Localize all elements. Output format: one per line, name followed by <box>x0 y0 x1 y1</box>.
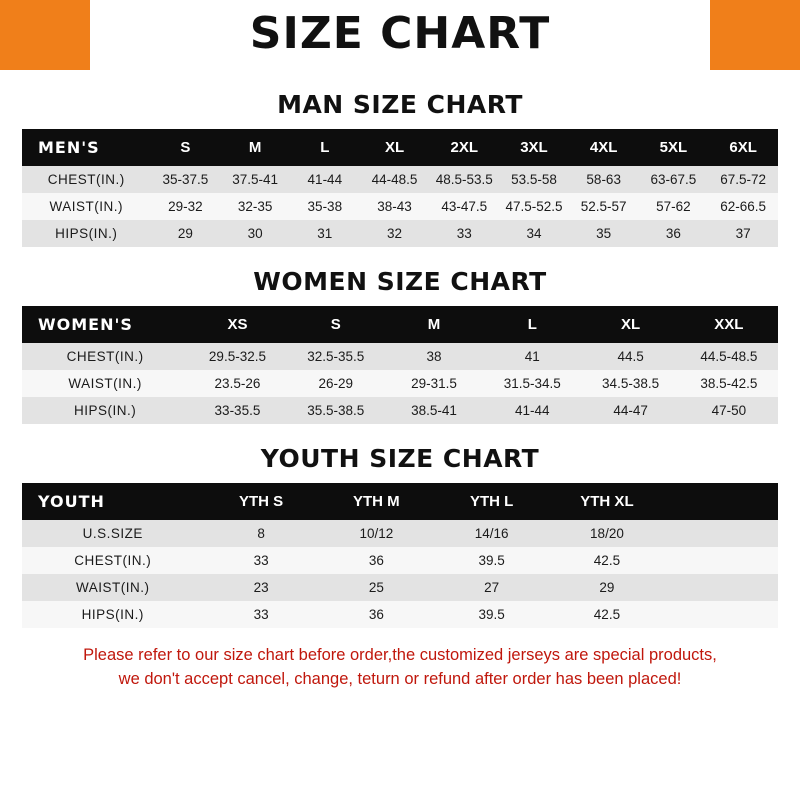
table-header-cell: 5XL <box>639 129 709 166</box>
table-row <box>22 370 778 397</box>
table-cell: 29 <box>151 220 221 247</box>
row-label: WAIST(IN.) <box>22 574 203 601</box>
table-cell: 33 <box>429 220 499 247</box>
table-cell-empty <box>665 547 778 574</box>
table-header-cell: XXL <box>680 306 778 343</box>
row-label: HIPS(IN.) <box>22 220 151 247</box>
table-cell: 67.5-72 <box>708 166 778 193</box>
table-cell: 38-43 <box>360 193 430 220</box>
table-cell: 29-32 <box>151 193 221 220</box>
row-label: CHEST(IN.) <box>22 547 203 574</box>
table-cell: 44-48.5 <box>360 166 430 193</box>
footer-note <box>22 644 778 692</box>
table-cell: 36 <box>319 547 434 574</box>
table-cell: 34.5-38.5 <box>581 370 679 397</box>
table-cell: 36 <box>319 601 434 628</box>
table-row <box>22 601 778 628</box>
table-cell: 34 <box>499 220 569 247</box>
table-cell: 52.5-57 <box>569 193 639 220</box>
table-header-cell: YTH L <box>434 483 549 520</box>
table-header-row <box>22 306 778 343</box>
table-cell: 48.5-53.5 <box>429 166 499 193</box>
table-row <box>22 343 778 370</box>
table-cell: 23.5-26 <box>188 370 286 397</box>
table-header-cell: 2XL <box>429 129 499 166</box>
table-cell: 30 <box>220 220 290 247</box>
table-cell: 47.5-52.5 <box>499 193 569 220</box>
table-cell: 37.5-41 <box>220 166 290 193</box>
row-label: U.S.SIZE <box>22 520 203 547</box>
table-cell: 32.5-35.5 <box>287 343 385 370</box>
table-cell: 42.5 <box>549 547 664 574</box>
table-cell-empty <box>665 601 778 628</box>
youth-size-table <box>22 483 778 628</box>
table-cell: 58-63 <box>569 166 639 193</box>
women-section-title: WOMEN SIZE CHART <box>253 267 547 296</box>
table-header-cell: MEN'S <box>22 129 151 166</box>
table-header-cell: L <box>290 129 360 166</box>
table-cell-empty <box>665 574 778 601</box>
table-row <box>22 220 778 247</box>
table-cell: 35.5-38.5 <box>287 397 385 424</box>
table-cell: 41 <box>483 343 581 370</box>
table-cell: 38.5-42.5 <box>680 370 778 397</box>
table-cell: 47-50 <box>680 397 778 424</box>
table-cell: 27 <box>434 574 549 601</box>
table-header-cell: WOMEN'S <box>22 306 188 343</box>
table-row <box>22 166 778 193</box>
table-header-cell: L <box>483 306 581 343</box>
table-cell: 33 <box>203 547 318 574</box>
footer-note-line-1: Please refer to our size chart before order,the customized jerseys are special products, <box>83 646 717 664</box>
table-cell: 8 <box>203 520 318 547</box>
table-cell: 57-62 <box>639 193 709 220</box>
youth-section-title: YOUTH SIZE CHART <box>260 444 540 473</box>
table-cell: 44-47 <box>581 397 679 424</box>
table-cell: 29.5-32.5 <box>188 343 286 370</box>
table-header-row <box>22 129 778 166</box>
row-label: WAIST(IN.) <box>22 193 151 220</box>
table-row <box>22 193 778 220</box>
man-section-title: MAN SIZE CHART <box>277 90 523 119</box>
table-cell: 63-67.5 <box>639 166 709 193</box>
page-title: SIZE CHART <box>249 8 551 59</box>
table-cell: 35 <box>569 220 639 247</box>
table-header-cell: S <box>151 129 221 166</box>
table-cell: 25 <box>319 574 434 601</box>
table-header-cell: XL <box>581 306 679 343</box>
table-header-cell: XS <box>188 306 286 343</box>
table-cell: 39.5 <box>434 547 549 574</box>
table-cell: 44.5-48.5 <box>680 343 778 370</box>
table-cell: 53.5-58 <box>499 166 569 193</box>
table-cell: 39.5 <box>434 601 549 628</box>
table-cell: 35-38 <box>290 193 360 220</box>
table-cell: 33 <box>203 601 318 628</box>
table-header-row <box>22 483 778 520</box>
man-size-table <box>22 129 778 247</box>
row-label: HIPS(IN.) <box>22 601 203 628</box>
table-cell: 36 <box>639 220 709 247</box>
table-header-cell: YTH S <box>203 483 318 520</box>
table-cell: 38 <box>385 343 483 370</box>
table-header-cell: YTH XL <box>549 483 664 520</box>
table-cell-empty <box>665 520 778 547</box>
table-cell: 37 <box>708 220 778 247</box>
table-cell: 33-35.5 <box>188 397 286 424</box>
table-header-cell-empty <box>665 483 778 520</box>
row-label: HIPS(IN.) <box>22 397 188 424</box>
table-row <box>22 520 778 547</box>
table-header-cell: 3XL <box>499 129 569 166</box>
table-header-cell: M <box>385 306 483 343</box>
table-cell: 31 <box>290 220 360 247</box>
content-area <box>0 90 800 692</box>
table-cell: 31.5-34.5 <box>483 370 581 397</box>
table-cell: 32 <box>360 220 430 247</box>
table-row <box>22 397 778 424</box>
row-label: CHEST(IN.) <box>22 343 188 370</box>
table-row <box>22 574 778 601</box>
table-row <box>22 547 778 574</box>
table-cell: 29 <box>549 574 664 601</box>
women-size-table <box>22 306 778 424</box>
table-cell: 41-44 <box>290 166 360 193</box>
table-cell: 38.5-41 <box>385 397 483 424</box>
table-cell: 14/16 <box>434 520 549 547</box>
table-cell: 42.5 <box>549 601 664 628</box>
table-cell: 62-66.5 <box>708 193 778 220</box>
table-cell: 44.5 <box>581 343 679 370</box>
table-header-cell: M <box>220 129 290 166</box>
table-header-cell: S <box>287 306 385 343</box>
table-cell: 26-29 <box>287 370 385 397</box>
table-cell: 35-37.5 <box>151 166 221 193</box>
table-header-cell: XL <box>360 129 430 166</box>
table-header-cell: 6XL <box>708 129 778 166</box>
table-cell: 10/12 <box>319 520 434 547</box>
table-cell: 29-31.5 <box>385 370 483 397</box>
table-cell: 43-47.5 <box>429 193 499 220</box>
table-header-cell: 4XL <box>569 129 639 166</box>
header-banner-inner <box>90 0 710 70</box>
table-header-cell: YOUTH <box>22 483 203 520</box>
row-label: CHEST(IN.) <box>22 166 151 193</box>
row-label: WAIST(IN.) <box>22 370 188 397</box>
footer-note-line-2: we don't accept cancel, change, teturn or refund after order has been placed! <box>118 669 682 688</box>
table-cell: 41-44 <box>483 397 581 424</box>
table-header-cell: YTH M <box>319 483 434 520</box>
table-cell: 23 <box>203 574 318 601</box>
table-cell: 18/20 <box>549 520 664 547</box>
table-cell: 32-35 <box>220 193 290 220</box>
header-banner <box>0 0 800 70</box>
